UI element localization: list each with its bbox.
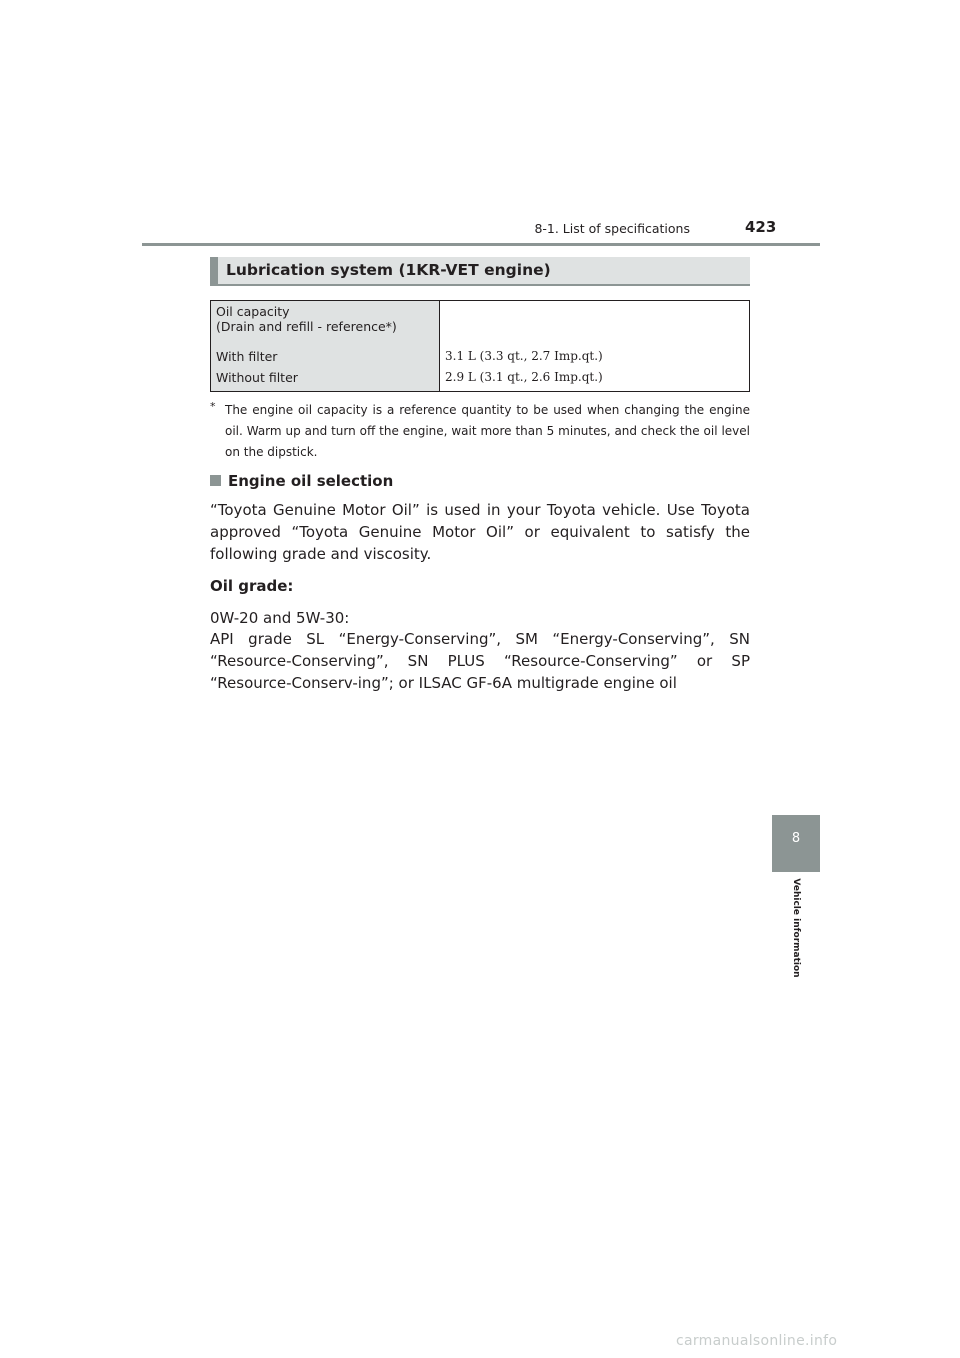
with-filter-label: With filter: [216, 349, 278, 364]
section-title: Lubrication system (1KR-VET engine): [226, 261, 551, 279]
without-filter-label: Without filter: [216, 370, 298, 385]
footnote-mark: *: [210, 400, 216, 413]
table-value-cell: [440, 301, 750, 392]
page-number: 423: [745, 218, 777, 236]
oil-capacity-label: Oil capacity: [216, 304, 290, 319]
square-bullet-icon: [210, 475, 221, 486]
api-grade-paragraph: API grade SL “Energy-Conserving”, SM “Energy-Conserving”, SN “Resource-Conserving”, SN PLUS “Resource-Conserving” or SP “Resource-Conserv-ing”; or ILSAC GF-6A multigrade engine oil: [210, 630, 750, 692]
table-label-cell: [211, 301, 440, 392]
oil-capacity-sublabel: (Drain and refill - reference*): [216, 319, 397, 334]
viscosity-text: 0W-20 and 5W-30:: [210, 609, 350, 627]
footnote: [210, 400, 750, 463]
with-filter-value: 3.1 L (3.3 qt., 2.7 Imp.qt.): [445, 349, 603, 363]
chapter-number: 8: [791, 831, 801, 846]
header-section-title: 8-1. List of specifications: [534, 221, 690, 236]
engine-oil-selection-heading: [210, 472, 393, 490]
section-heading: [210, 257, 750, 286]
chapter-tab: [772, 815, 820, 872]
subheading-text: Engine oil selection: [228, 472, 394, 490]
table-row: [211, 301, 750, 392]
oil-grade-label: Oil grade:: [210, 577, 294, 595]
without-filter-value: 2.9 L (3.1 qt., 2.6 Imp.qt.): [445, 370, 603, 384]
intro-paragraph: “Toyota Genuine Motor Oil” is used in your Toyota vehicle. Use Toyota approved “Toyota Genuine Motor Oil” or equivalent to satisfy the following grade and viscosity.: [210, 501, 750, 563]
oil-capacity-table: [210, 300, 750, 392]
chapter-label: Vehicle information: [791, 878, 801, 978]
footnote-text: The engine oil capacity is a reference quantity to be used when changing the engine oil. Warm up and turn off the engine, wait more than 5 minutes, and check the oil level on the dipstick.: [225, 403, 750, 459]
header-divider: [142, 243, 820, 246]
watermark: carmanualsonline.info: [676, 1333, 838, 1349]
section-heading-accent: [210, 257, 218, 284]
